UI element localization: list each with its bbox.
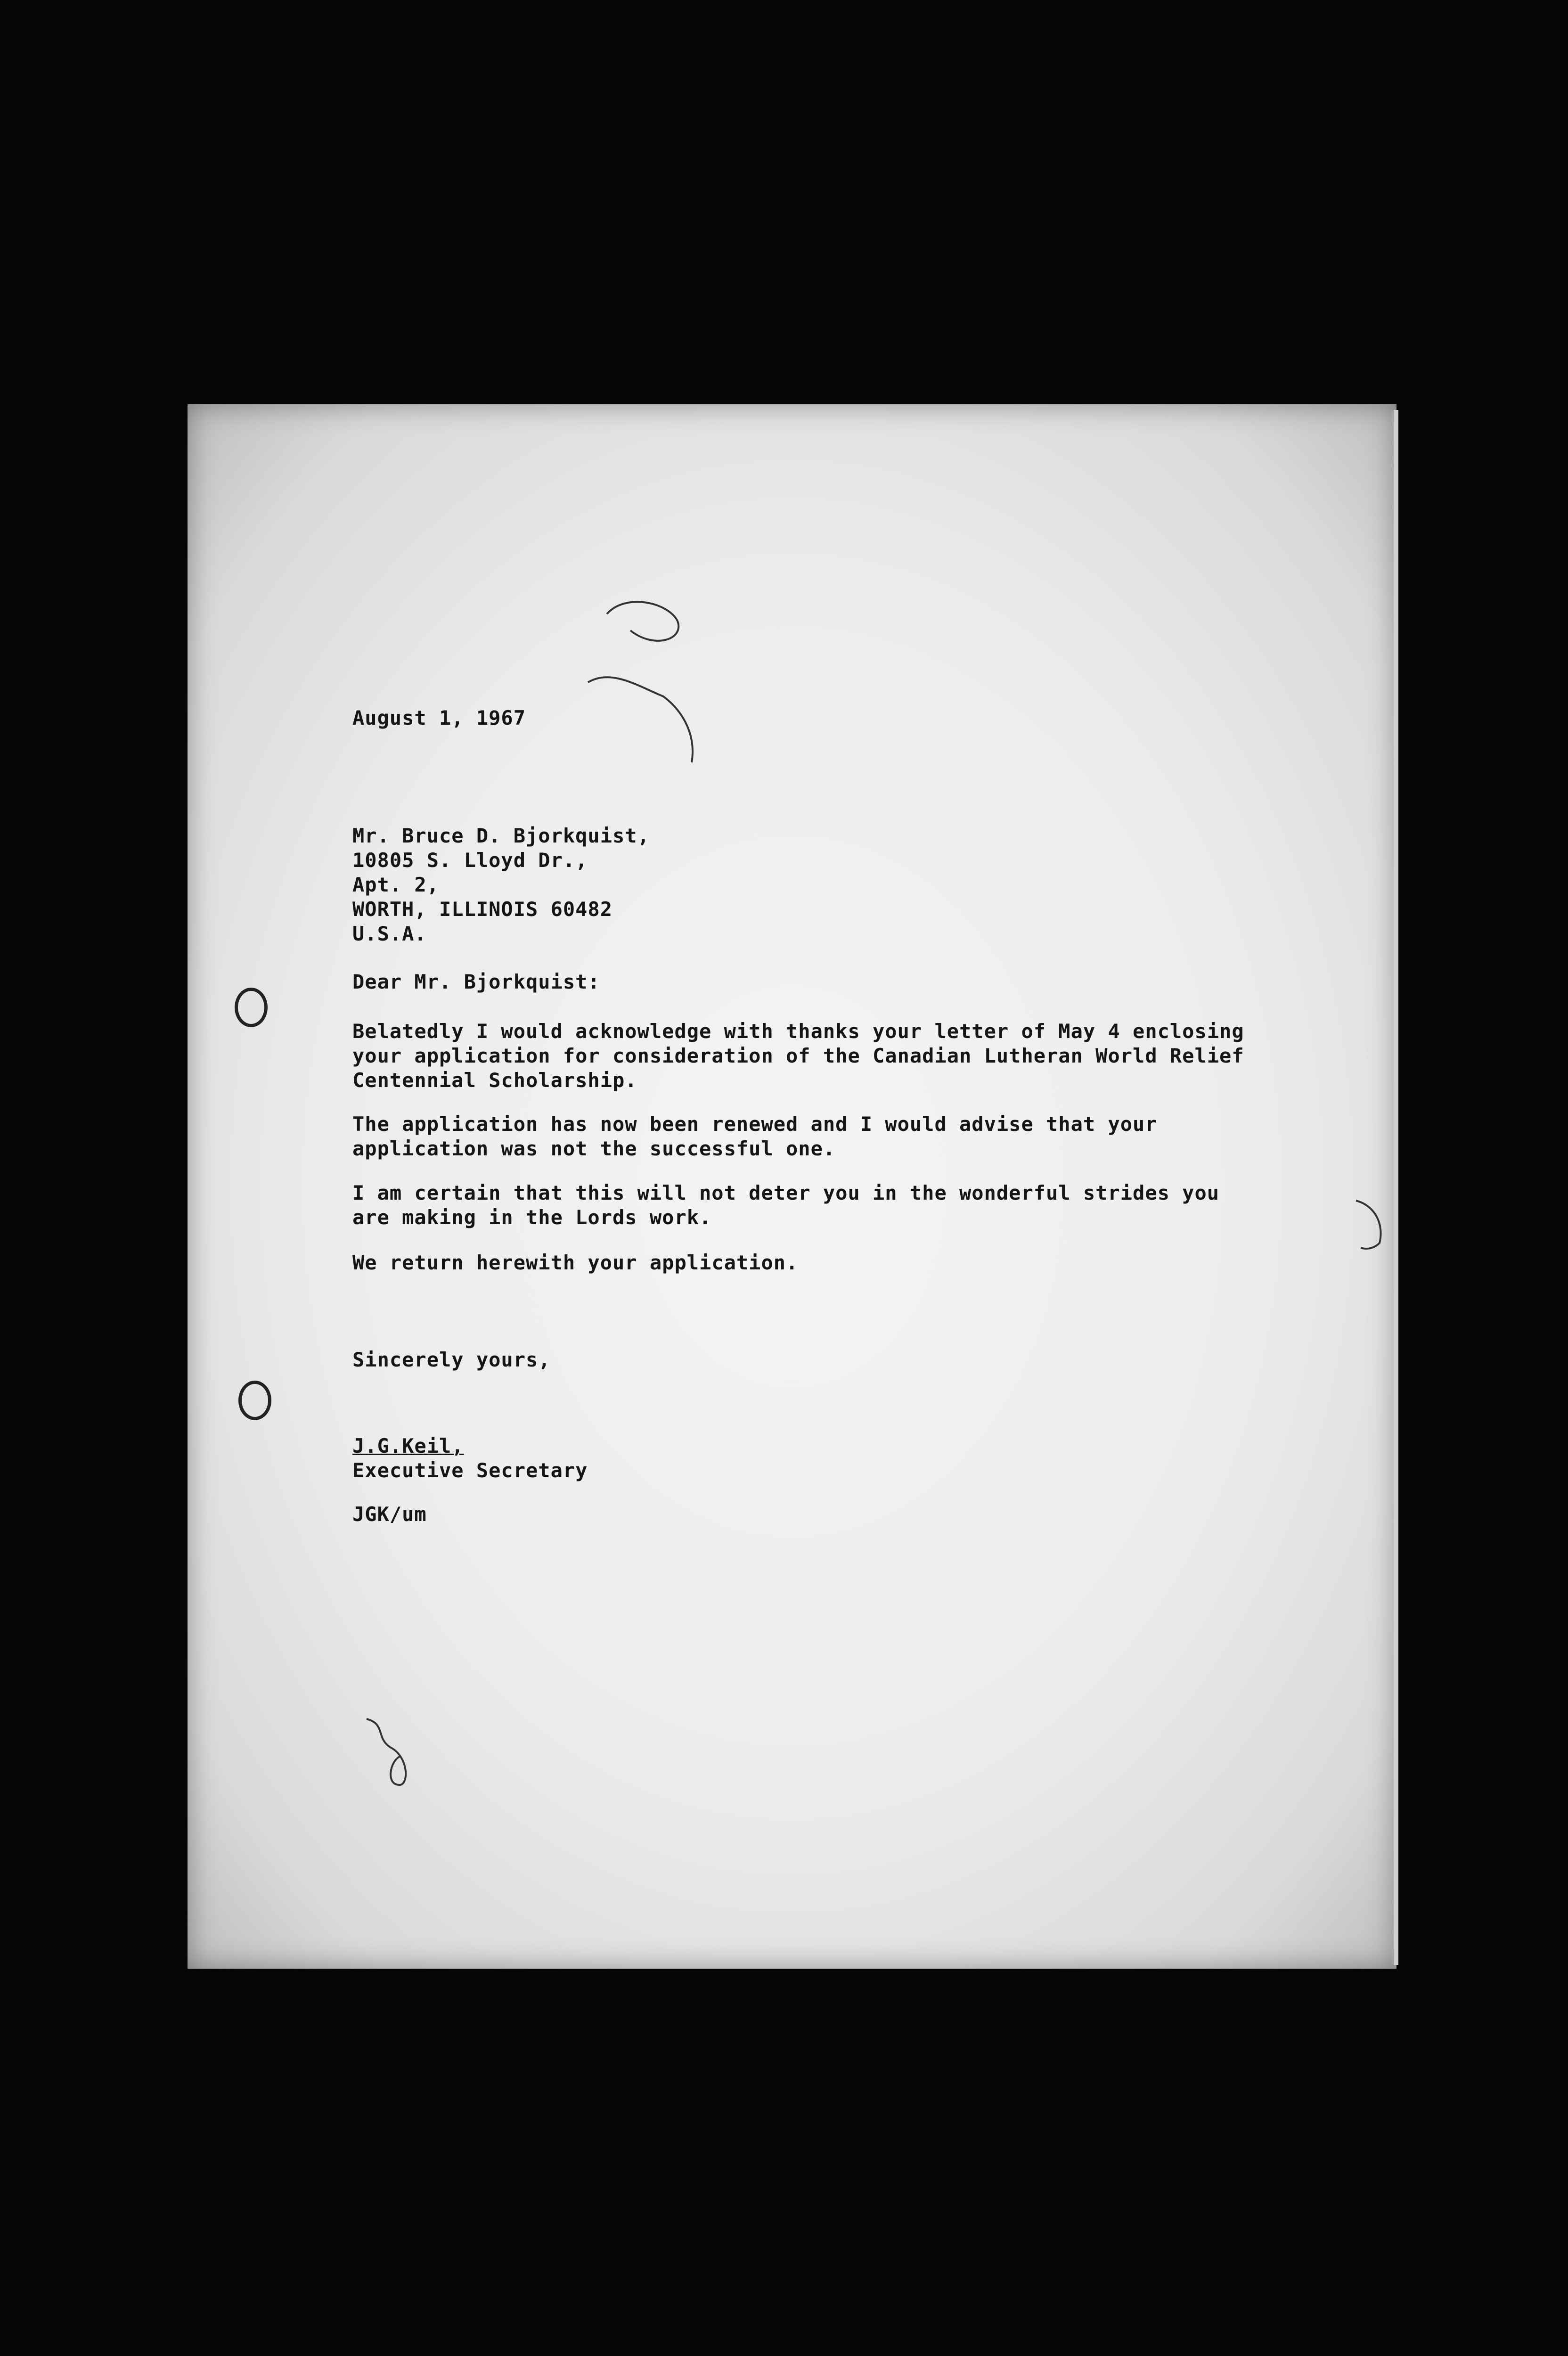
recipient-address: [352, 824, 650, 946]
page-edge: [1394, 410, 1398, 1965]
signer-name: J.G.Keil,: [352, 1434, 464, 1457]
paragraph-acknowledgement: [352, 1019, 1244, 1093]
reference-initials: JGK/um: [352, 1503, 427, 1526]
address-line: Mr. Bruce D. Bjorkquist,: [352, 824, 650, 847]
address-line: U.S.A.: [352, 922, 427, 945]
address-line: WORTH, ILLINOIS 60482: [352, 898, 613, 921]
closing: Sincerely yours,: [352, 1348, 551, 1371]
letter-page: [188, 404, 1396, 1969]
paragraph-decision: [352, 1112, 1158, 1161]
paragraph-line: The application has now been renewed and I would advise that your: [352, 1113, 1158, 1136]
salutation: Dear Mr. Bjorkquist:: [352, 970, 600, 993]
paragraph-line: I am certain that this will not deter you in the wonderful strides you: [352, 1181, 1220, 1204]
paragraph-line: Centennial Scholarship.: [352, 1069, 637, 1092]
signature-block: [352, 1434, 588, 1483]
paragraph-line: are making in the Lords work.: [352, 1206, 712, 1229]
punch-hole-top: [235, 988, 268, 1027]
punch-hole-bottom: [238, 1381, 271, 1420]
paragraph-line: your application for consideration of the Canadian Lutheran World Relief: [352, 1044, 1244, 1067]
signer-title: Executive Secretary: [352, 1459, 588, 1482]
letter-date: August 1, 1967: [352, 706, 526, 729]
paragraph-line: application was not the successful one.: [352, 1137, 836, 1160]
paragraph-encouragement: [352, 1181, 1219, 1230]
paragraph-return: We return herewith your application.: [352, 1251, 799, 1274]
paragraph-line: Belatedly I would acknowledge with thanks your letter of May 4 enclosing: [352, 1020, 1244, 1043]
address-line: 10805 S. Lloyd Dr.,: [352, 849, 588, 872]
address-line: Apt. 2,: [352, 873, 440, 896]
